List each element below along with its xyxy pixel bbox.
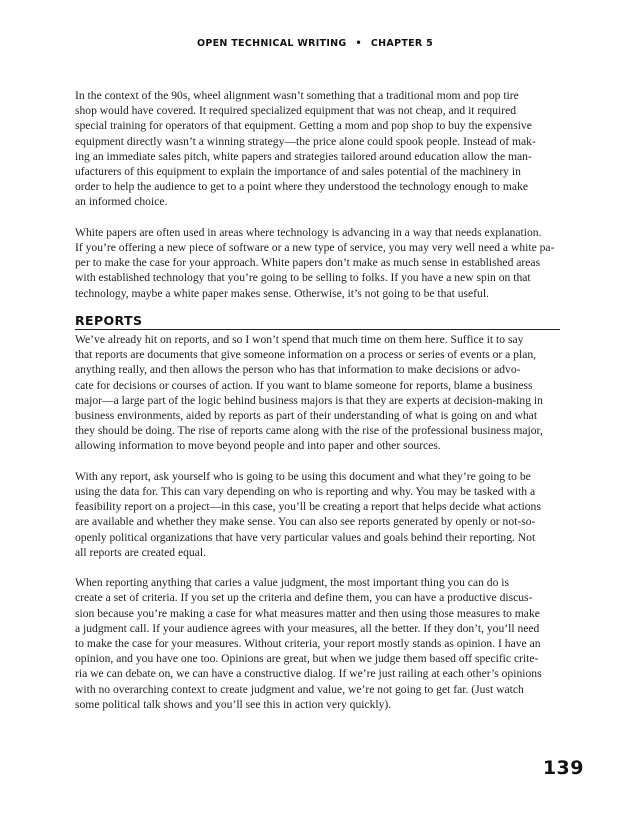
text-line: When reporting anything that caries a value judgment, the most important thing you can do is bbox=[75, 576, 510, 590]
heading-rule bbox=[75, 329, 560, 330]
text-line: per to make the case for your approach. White papers don’t make as much sense in established areas bbox=[75, 256, 541, 270]
text-line: openly political organizations that have very particular values and goals behind their reporting. Not bbox=[75, 530, 536, 544]
text-line: major—a large part of the logic behind business majors is that they are experts at decision-making in bbox=[75, 393, 543, 407]
section-heading: REPORTS bbox=[75, 313, 143, 328]
text-line: ing an immediate sales pitch, white papers and strategies tailored around education allow the man- bbox=[75, 149, 532, 163]
reports-section bbox=[75, 314, 557, 712]
text-line: With any report, ask yourself who is going to be using this document and what they’re going to be bbox=[75, 469, 531, 483]
text-line: We’ve already hit on reports, and so I won’t spend that much time on them here. Suffice it to say bbox=[75, 333, 524, 346]
paragraph bbox=[75, 88, 557, 210]
running-head bbox=[0, 38, 630, 49]
paragraph bbox=[75, 225, 557, 301]
book-title: OPEN TECHNICAL WRITING bbox=[196, 38, 347, 49]
intro-text-block bbox=[75, 88, 557, 301]
text-line: ufacturers of this equipment to explain the importance of and sales potential of the machinery in bbox=[75, 165, 521, 179]
text-line: special training for operators of that equipment. Getting a mom and pop shop to buy the expensive bbox=[75, 119, 532, 133]
text-line: shop would have covered. It required specialized equipment that was not cheap, and it required bbox=[75, 104, 517, 118]
text-line: cate for decisions or courses of action. If you want to blame someone for reports, blame a business bbox=[75, 378, 533, 392]
paragraph bbox=[75, 575, 557, 712]
text-line: feasibility report on a project—in this case, you’ll be creating a report that helps decide what actions bbox=[75, 500, 541, 514]
page-number: 139 bbox=[542, 757, 584, 779]
text-line: equipment directly wasn’t a winning strategy—the price alone could spook people. Instead of mak- bbox=[75, 134, 536, 148]
text-line: with established technology that you’re going to be selling to folks. If you have a new spin on that bbox=[75, 271, 531, 285]
running-head-separator: • bbox=[355, 38, 362, 49]
text-line: all reports are created equal. bbox=[75, 545, 206, 559]
text-line: with no overarching context to create judgment and value, we’re not going to get far. (Just watch bbox=[75, 682, 524, 696]
text-line: allowing information to move beyond people and into paper and other sources. bbox=[75, 439, 441, 453]
text-line: technology, maybe a white paper makes sense. Otherwise, it’s not going to be that useful. bbox=[75, 286, 489, 300]
text-line: anything really, and then allows the person who has that information to make decisions or advo- bbox=[75, 363, 521, 377]
text-line: sion because you’re making a case for what measures matter and then using those measures to make bbox=[75, 606, 540, 620]
paragraph bbox=[75, 469, 557, 560]
text-line: a judgment call. If your audience agrees with your measures, all the better. If they don’t, you’ll need bbox=[75, 621, 540, 635]
text-line: ria we can debate on, we can have a constructive dialog. If we’re just railing at each other’s opinions bbox=[75, 667, 542, 681]
text-line: create a set of criteria. If you set up the criteria and define them, you can have a productive discus- bbox=[75, 591, 533, 605]
text-line: opinion, and you have one too. Opinions are great, but when we judge them based off specific crite- bbox=[75, 652, 539, 666]
text-line: some political talk shows and you’ll see this in action very quickly). bbox=[75, 697, 392, 711]
text-line: business environments, aided by reports as part of their understanding of what is going on and what bbox=[75, 409, 538, 423]
text-line: If you’re offering a new piece of software or a new type of service, you may very well need a white pa- bbox=[75, 241, 555, 255]
text-line: to make the case for your measures. Without criteria, your report mostly stands as opinion. I have an bbox=[75, 637, 541, 651]
text-line: they should be doing. The rise of reports came along with the rise of the professional business major, bbox=[75, 424, 543, 438]
text-line: order to help the audience to get to a point where they understood the technology enough to make bbox=[75, 180, 528, 194]
text-line: that reports are documents that give someone information on a process or series of events or a plan, bbox=[75, 348, 537, 362]
chapter-label: CHAPTER 5 bbox=[370, 38, 434, 49]
text-line: using the data for. This can vary depending on who is reporting and why. You may be tasked with a bbox=[75, 485, 536, 499]
text-line: White papers are often used in areas where technology is advancing in a way that needs explanation. bbox=[75, 225, 542, 239]
text-line: an informed choice. bbox=[75, 195, 168, 209]
paragraph bbox=[75, 332, 557, 454]
text-line: are available and whether they make sense. You can also see reports generated by openly or not-so- bbox=[75, 515, 536, 529]
text-line: In the context of the 90s, wheel alignment wasn’t something that a traditional mom and pop tire bbox=[75, 89, 519, 102]
